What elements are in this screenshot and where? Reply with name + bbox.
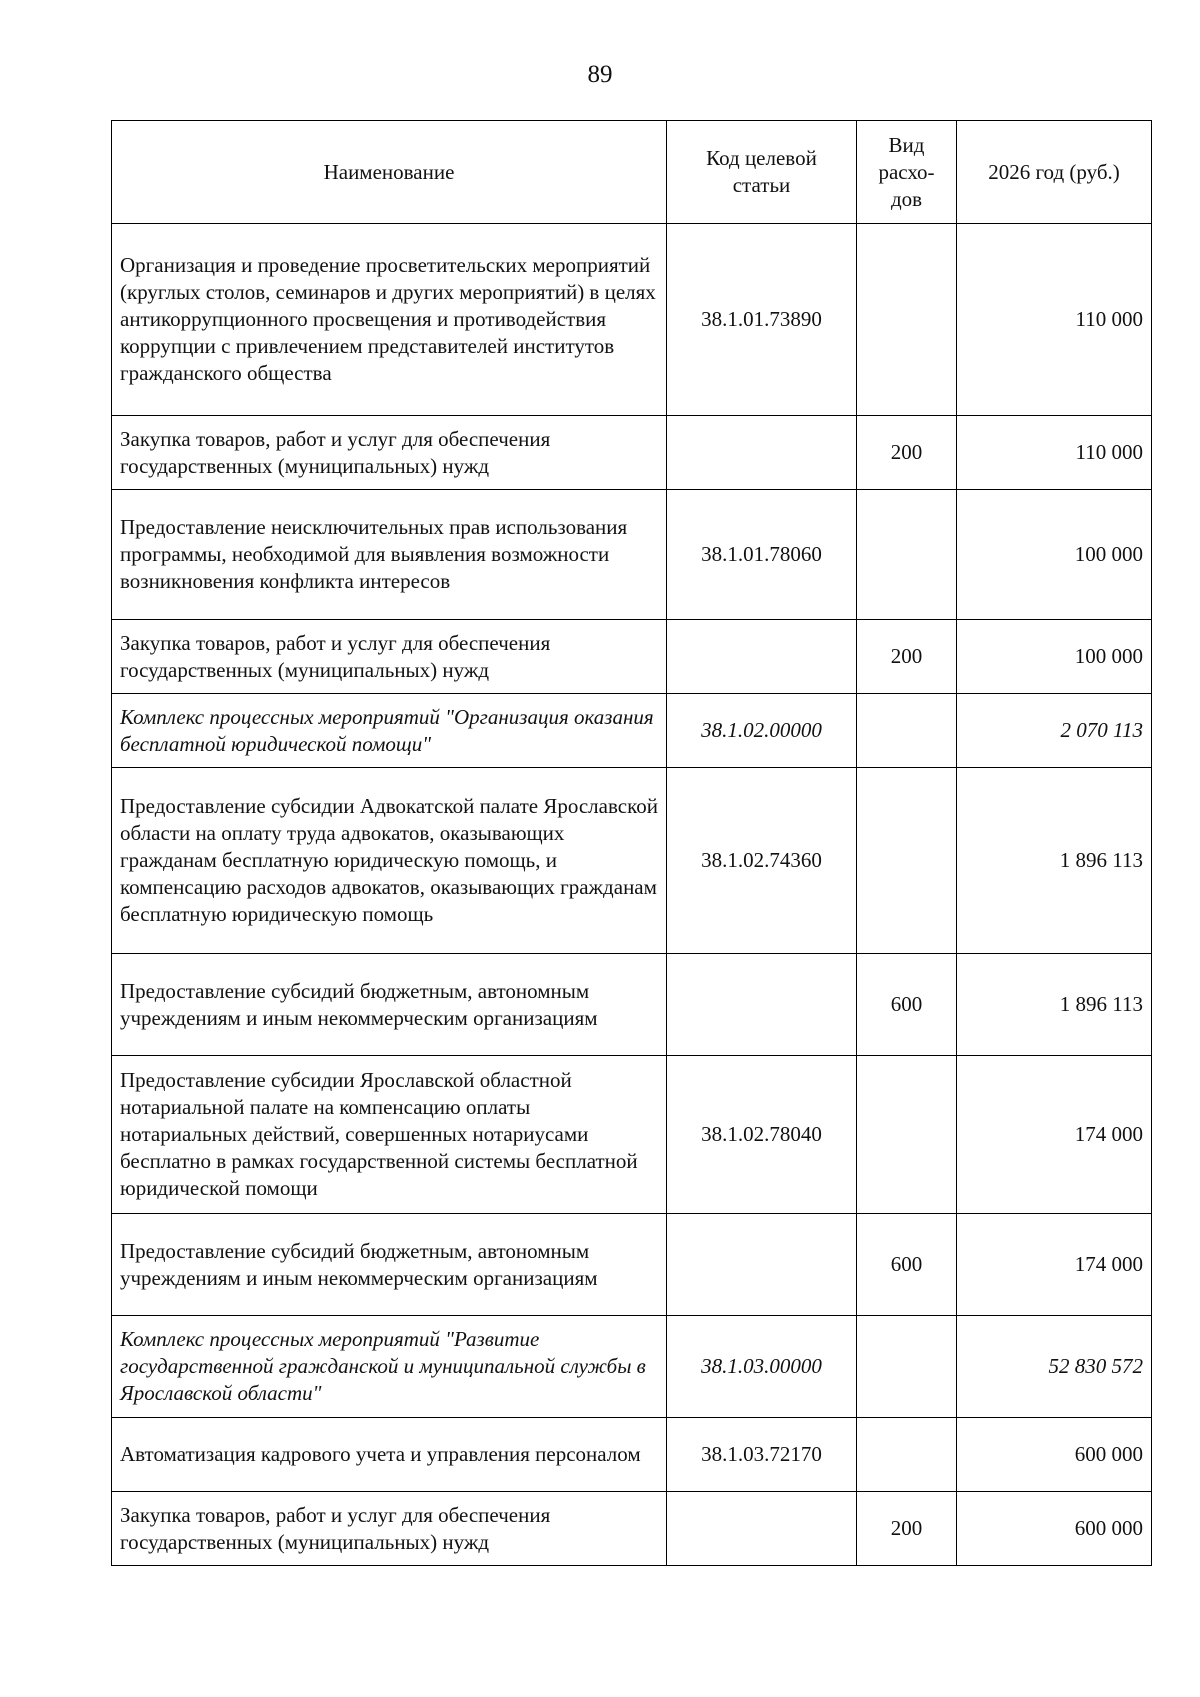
row-name: Предоставление субсидий бюджетным, автономным учреждениям и иным некоммерческим организациям bbox=[112, 1214, 667, 1316]
budget-table bbox=[111, 120, 1152, 1566]
table-header-row bbox=[112, 121, 1152, 224]
row-amount: 1 896 113 bbox=[957, 768, 1152, 954]
row-name: Организация и проведение просветительских мероприятий (круглых столов, семинаров и других мероприятий) в целях антикоррупционного просвещения и противодействия коррупции с привлечением представителей институтов гражданского общества bbox=[112, 224, 667, 416]
header-name: Наименование bbox=[112, 121, 667, 224]
table-row bbox=[112, 416, 1152, 490]
row-name: Автоматизация кадрового учета и управления персоналом bbox=[112, 1418, 667, 1492]
row-amount: 600 000 bbox=[957, 1418, 1152, 1492]
row-code: 38.1.01.78060 bbox=[667, 490, 857, 620]
row-code: 38.1.01.73890 bbox=[667, 224, 857, 416]
table-row bbox=[112, 620, 1152, 694]
row-code: 38.1.03.00000 bbox=[667, 1316, 857, 1418]
table-row bbox=[112, 1214, 1152, 1316]
row-amount: 2 070 113 bbox=[957, 694, 1152, 768]
row-name: Комплекс процессных мероприятий "Развитие государственной гражданской и муниципальной службы в Ярославской области" bbox=[112, 1316, 667, 1418]
row-kind: 200 bbox=[857, 1492, 957, 1566]
table-row bbox=[112, 1056, 1152, 1214]
header-kind: Вид расхо-дов bbox=[857, 121, 957, 224]
row-kind: 600 bbox=[857, 954, 957, 1056]
row-name: Предоставление субсидий бюджетным, автономным учреждениям и иным некоммерческим организациям bbox=[112, 954, 667, 1056]
table-row bbox=[112, 224, 1152, 416]
row-amount: 600 000 bbox=[957, 1492, 1152, 1566]
row-kind: 200 bbox=[857, 620, 957, 694]
row-code: 38.1.02.74360 bbox=[667, 768, 857, 954]
row-amount: 174 000 bbox=[957, 1056, 1152, 1214]
row-kind bbox=[857, 1056, 957, 1214]
row-kind bbox=[857, 490, 957, 620]
table-row bbox=[112, 1492, 1152, 1566]
row-name: Закупка товаров, работ и услуг для обеспечения государственных (муниципальных) нужд bbox=[112, 1492, 667, 1566]
row-kind: 600 bbox=[857, 1214, 957, 1316]
row-code bbox=[667, 620, 857, 694]
row-code bbox=[667, 1492, 857, 1566]
row-name: Предоставление субсидии Адвокатской палате Ярославской области на оплату труда адвокатов, оказывающих гражданам бесплатную юридическую помощь, и компенсацию расходов адвокатов, оказывающих гражданам бесплатную юридическую помощь bbox=[112, 768, 667, 954]
table-row bbox=[112, 1418, 1152, 1492]
table-row-program bbox=[112, 1316, 1152, 1418]
row-code bbox=[667, 1214, 857, 1316]
table-row bbox=[112, 490, 1152, 620]
row-amount: 100 000 bbox=[957, 490, 1152, 620]
table-row bbox=[112, 954, 1152, 1056]
row-kind bbox=[857, 768, 957, 954]
row-name: Предоставление субсидии Ярославской областной нотариальной палате на компенсацию оплаты нотариальных действий, совершенных нотариусами бесплатно в рамках государственной системы бесплатной юридической помощи bbox=[112, 1056, 667, 1214]
table-row-program bbox=[112, 694, 1152, 768]
row-code: 38.1.02.00000 bbox=[667, 694, 857, 768]
row-code: 38.1.03.72170 bbox=[667, 1418, 857, 1492]
row-kind bbox=[857, 224, 957, 416]
header-amount: 2026 год (руб.) bbox=[957, 121, 1152, 224]
row-kind bbox=[857, 694, 957, 768]
row-amount: 100 000 bbox=[957, 620, 1152, 694]
row-amount: 110 000 bbox=[957, 224, 1152, 416]
row-kind: 200 bbox=[857, 416, 957, 490]
row-kind bbox=[857, 1316, 957, 1418]
row-amount: 110 000 bbox=[957, 416, 1152, 490]
row-name: Закупка товаров, работ и услуг для обеспечения государственных (муниципальных) нужд bbox=[112, 620, 667, 694]
header-code: Код целевой статьи bbox=[667, 121, 857, 224]
row-code bbox=[667, 954, 857, 1056]
row-name: Предоставление неисключительных прав использования программы, необходимой для выявления возможности возникновения конфликта интересов bbox=[112, 490, 667, 620]
row-kind bbox=[857, 1418, 957, 1492]
row-code: 38.1.02.78040 bbox=[667, 1056, 857, 1214]
row-name: Комплекс процессных мероприятий "Организация оказания бесплатной юридической помощи" bbox=[112, 694, 667, 768]
table-row bbox=[112, 768, 1152, 954]
row-amount: 52 830 572 bbox=[957, 1316, 1152, 1418]
row-code bbox=[667, 416, 857, 490]
row-amount: 1 896 113 bbox=[957, 954, 1152, 1056]
row-amount: 174 000 bbox=[957, 1214, 1152, 1316]
row-name: Закупка товаров, работ и услуг для обеспечения государственных (муниципальных) нужд bbox=[112, 416, 667, 490]
page-number: 89 bbox=[587, 61, 613, 88]
